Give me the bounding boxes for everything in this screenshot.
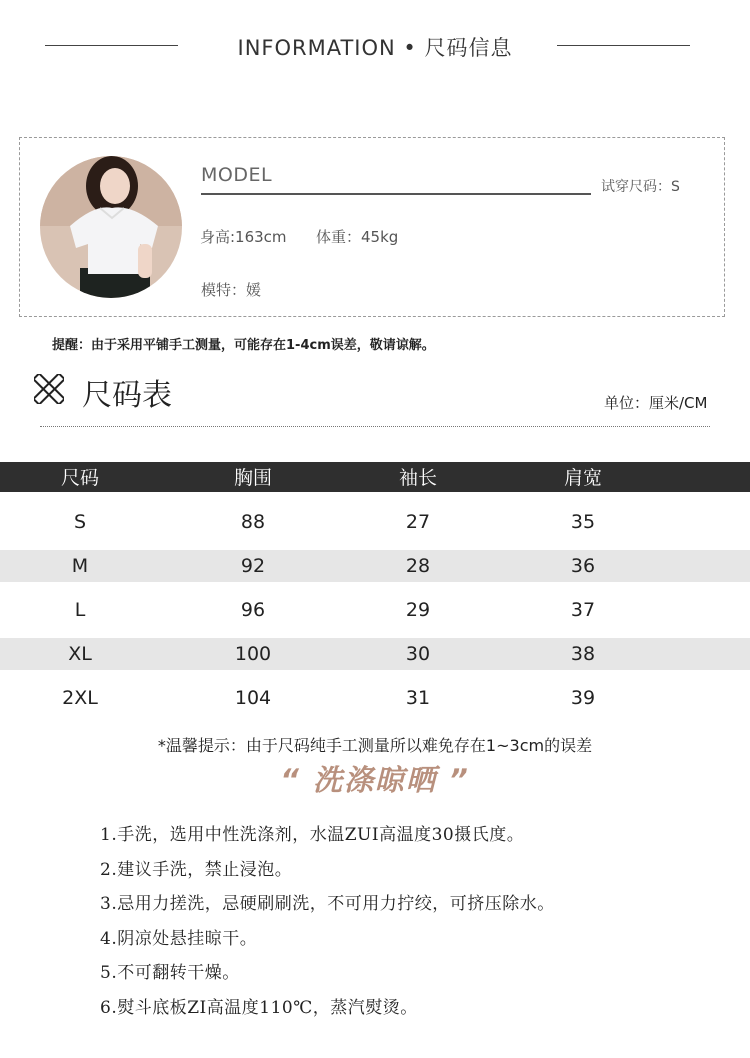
table-row <box>0 638 750 670</box>
list-item: 5.不可翻转干燥。 <box>100 963 240 983</box>
size-chart-title: 尺码表 <box>82 378 172 413</box>
cell-size: L <box>74 599 86 621</box>
unit-label: 单位：厘米/CM <box>604 394 708 412</box>
cell-chest: 92 <box>240 555 266 577</box>
table-row <box>0 506 750 538</box>
list-item: 4.阴凉处悬挂晾干。 <box>100 928 258 949</box>
header-shoulder: 肩宽 <box>563 467 602 489</box>
cell-chest: 88 <box>240 511 266 533</box>
table-header <box>0 462 750 492</box>
list-item: 2.建议手洗，禁止浸泡。 <box>100 859 293 880</box>
cell-chest: 96 <box>240 599 266 621</box>
header-size: 尺码 <box>60 467 99 489</box>
model-underline <box>201 193 591 195</box>
list-item: 3.忌用力搓洗，忌硬刷刷洗，不可用力拧绞，可挤压除水。 <box>100 894 555 914</box>
table-row <box>0 682 750 714</box>
model-height: 身高:163cm <box>200 228 287 246</box>
list-item: 6.熨斗底板ZI高温度110℃，蒸汽熨烫。 <box>100 997 418 1018</box>
header-sleeve: 袖长 <box>398 467 437 489</box>
model-label: MODEL <box>201 164 273 186</box>
section-title-information: INFORMATION • 尺码信息 <box>237 36 513 60</box>
model-photo <box>40 156 182 298</box>
cell-sleeve: 31 <box>405 687 431 709</box>
washing-title: “ 洗涤晾晒 ” <box>280 763 470 797</box>
cell-size: XL <box>68 643 92 665</box>
list-item: 1.手洗，选用中性洗涤剂，水温ZUI高温度30摄氏度。 <box>100 825 525 845</box>
cell-sleeve: 29 <box>405 599 431 621</box>
header-chest: 胸围 <box>233 467 272 489</box>
cell-size: 2XL <box>62 687 98 709</box>
model-name: 模特：媛 <box>201 281 262 299</box>
cell-shoulder: 39 <box>570 687 596 709</box>
cell-sleeve: 28 <box>405 555 431 577</box>
table-row <box>0 550 750 582</box>
model-weight: 体重：45kg <box>316 228 399 246</box>
cell-sleeve: 27 <box>405 511 431 533</box>
try-size: 试穿尺码：S <box>601 179 680 195</box>
cell-chest: 104 <box>234 687 272 709</box>
cell-shoulder: 37 <box>570 599 596 621</box>
washing-list <box>100 818 555 1025</box>
cell-shoulder: 35 <box>570 511 596 533</box>
cell-sleeve: 30 <box>405 643 431 665</box>
table-row <box>0 594 750 626</box>
cell-shoulder: 38 <box>570 643 596 665</box>
dotted-divider <box>40 426 710 427</box>
measurement-tip: *温馨提示：由于尺码纯手工测量所以难免存在1~3cm的误差 <box>157 736 593 755</box>
cell-shoulder: 36 <box>570 555 596 577</box>
model-card <box>19 137 725 317</box>
measurement-notice: 提醒：由于采用平铺手工测量，可能存在1-4cm误差，敬请谅解。 <box>52 338 435 353</box>
ruler-cross-icon <box>34 374 64 404</box>
cell-chest: 100 <box>234 643 272 665</box>
cell-size: M <box>71 555 89 577</box>
cell-size: S <box>73 511 87 533</box>
